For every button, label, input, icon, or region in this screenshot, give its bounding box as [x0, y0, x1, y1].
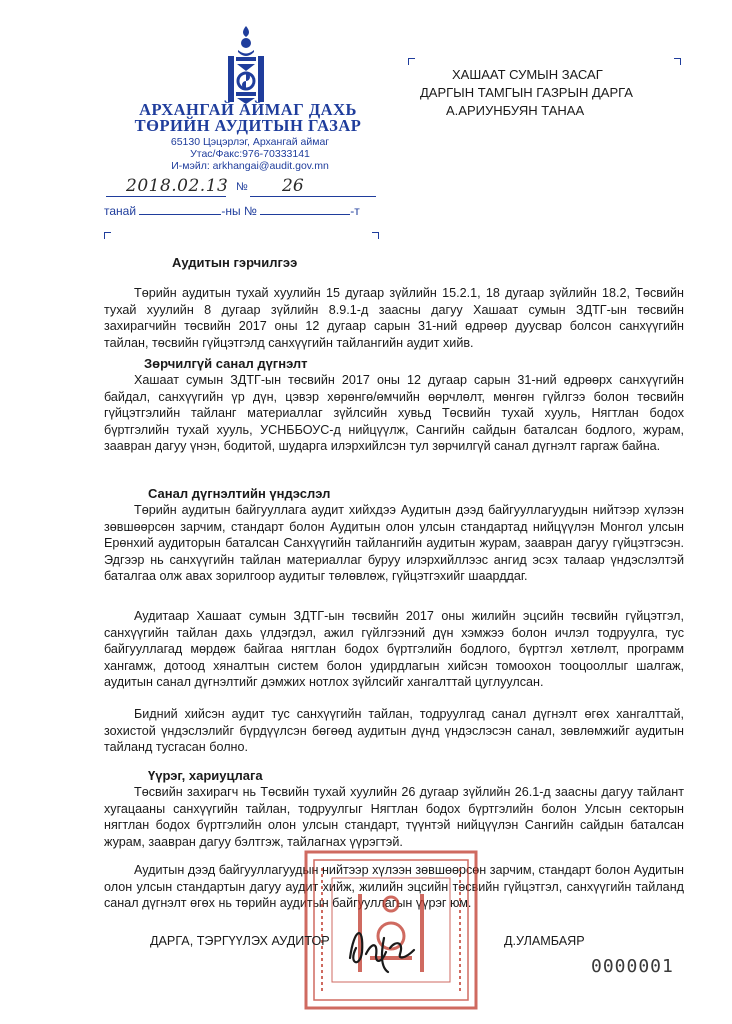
- document-title: Аудитын гэрчилгээ: [172, 255, 298, 270]
- recipient-line1: ХАШААТ СУМЫН ЗАСАГ: [452, 67, 603, 82]
- section2-title: Санал дүгнэлтийн үндэслэл: [148, 486, 331, 501]
- corner-mark: [674, 58, 681, 65]
- serial-number: 0000001: [591, 956, 674, 977]
- corner-mark: [372, 232, 379, 239]
- corner-mark: [408, 58, 415, 65]
- ref-suffix: -т: [350, 204, 360, 218]
- number-sign: №: [236, 181, 248, 193]
- ref-prefix: танай: [104, 204, 137, 218]
- org-address: 65130 Цэцэрлэг, Архангай аймаг: [170, 136, 330, 148]
- ref-mid: -ны №: [221, 204, 257, 218]
- recipient-line3: А.АРИУНБУЯН ТАНАА: [446, 103, 585, 118]
- reference-row: [104, 202, 360, 218]
- org-phone: Утас/Факс:976-70333141: [190, 148, 310, 160]
- section3-paragraph2: Аудитын дээд байгууллагуудын нийтээр хүлээн зөвшөөрсөн зарчим, стандарт болон Аудитын олон улсын стандартын дагуу аудит хийж, жилийн эцсийн төсвийн гүйцэтгэл, санхүүгийн тайланд санал дүгнэлт өгөх нь төрийн аудитын байгууллагын үүрэг юм.: [104, 863, 684, 911]
- section2-paragraph1: Төрийн аудитын байгууллага аудит хийхдээ Аудитын дээд байгууллагуудын нийтээр хүлээн зөвшөөрсөн зарчим, стандарт болон Аудитын олон улсын стандартад нийцүүлэн Монгол улсын Ерөнхий аудиторын баталсан Санхүүгийн тайлангийн аудитын журам, заавран дагуу гүйцэтгэсэн. Эдгээр нь санхүүгийн тайлан материаллаг буруу илэрхийллээс ангид эсэх талаар үндэслэлтэй баталгаа олж авах зорилгоор аудитыг төлөвлөж, гүйцэтгэхийг шаарддаг.: [104, 503, 684, 584]
- handwritten-number: 26: [282, 176, 304, 196]
- soyombo-emblem-icon: [218, 24, 274, 108]
- section1-paragraph: Хашаат сумын ЗДТГ-ын төсвийн 2017 оны 12 дугаар сарын 31-ний өдрөөрх санхүүгийн байдал, санхүүгийн үр дүн, цэвэр хөрөнгө/өмчийн өөрчлөлт, мөнгөн гүйлгээ болон төсвийн гүйцэтгэлийн тайланг материаллаг зүйлсийн хувьд Төсвийн тухай хууль, Нягтлан бодох бүртгэлийн тухай хууль, УСНББОУС-д нийцүүлж, Сангийн сайдын баталсан бодлого, журам, заавран дагуу үнэн, бодитой, шударга илэрхийлсэн тул зөрчилгүй санал дүгнэлт гаргаж байна.: [104, 373, 684, 454]
- section2-paragraph3: Бидний хийсэн аудит тус санхүүгийн тайлан, тодруулгад санал дүгнэлт өгөх хангалттай, зохистой үндэслэлийг бүрдүүлсэн бөгөөд аудитын дүнд үндэслэсэн санал, зөвлөмжийг аудитын тайланд тусгасан болно.: [104, 707, 684, 755]
- signature-icon: [340, 918, 420, 978]
- section1-title: Зөрчилгүй санал дүгнэлт: [144, 356, 308, 371]
- section3-paragraph1: Төсвийн захирагч нь Төсвийн тухай хуулийн 26 дугаар зүйлийн 26.1-д заасны дагуу тайлант хугацааны санхүүгийн тайлан, тодруулгыг Нягтлан бодох бүртгэлийн болон Улсын секторын нягтлан бодох бүртгэлийн олон улсын стандарт, түүнтэй нийцүүлэн Сангийн сайдын баталсан журам, заавран дагуу бэлтгэж, тайлагнах үүрэгтэй.: [104, 785, 684, 849]
- org-name-line1: АРХАНГАЙ АЙМАГ ДАХЬ: [139, 100, 357, 119]
- date-underline: [106, 196, 226, 197]
- recipient-block: [420, 66, 650, 120]
- handwritten-date: 2018.02.13: [126, 176, 229, 196]
- ref-blank-1: [139, 202, 221, 215]
- signatory-name: Д.УЛАМБАЯР: [504, 934, 585, 948]
- org-name-line2: ТӨРИЙН АУДИТЫН ГАЗАР: [134, 116, 362, 135]
- intro-paragraph: Төрийн аудитын тухай хуулийн 15 дугаар зүйлийн 15.2.1, 18 дугаар зүйлийн 18.2, Төсвийн тухай хуулийн 8 дугаар зүйлийн 8.9.1-д заасны дагуу Хашаат сумын ЗДТГ-ын төсвийн захирагчийн төсвийн 2017 оны 12 дугаар сарын 31-ний өдрөөр дуусвар болсон санхүүгийн тайлан, төсвийн гүйцэтгэлд санхүүгийн тайлангийн аудит хийв.: [104, 286, 684, 350]
- ref-blank-2: [260, 202, 350, 215]
- signatory-title: ДАРГА, ТЭРГҮҮЛЭХ АУДИТОР: [150, 934, 330, 948]
- section3-title: Үүрэг, хариуцлага: [148, 768, 263, 783]
- section2-paragraph2: Аудитаар Хашаат сумын ЗДТГ-ын төсвийн 2017 оны жилийн эцсийн төсвийн гүйцэтгэл, санхүүгийн тайлан дахь үлдэгдэл, ажил гүйлгээний дүн хэмжээ болон ичлэл тодруулга, тус байгууллагад мөрдөж байгаа нягтлан бодох бүртгэлийн бодлого, бүртгэл хөтлөлт, программ хангамж, дотоод хяналтын систем болон удирдлагын хийсэн томоохон тооцооллыг шалгаж, аудитын санал дүгнэлтийг дэмжих нотлох зүйлсийг хангалттай цуглуулсан.: [104, 609, 684, 690]
- number-underline: [250, 196, 376, 197]
- recipient-line2: ДАРГЫН ТАМГЫН ГАЗРЫН ДАРГА: [420, 85, 633, 100]
- corner-mark: [104, 232, 111, 239]
- org-email: И-мэйл: arkhangai@audit.gov.mn: [171, 160, 329, 172]
